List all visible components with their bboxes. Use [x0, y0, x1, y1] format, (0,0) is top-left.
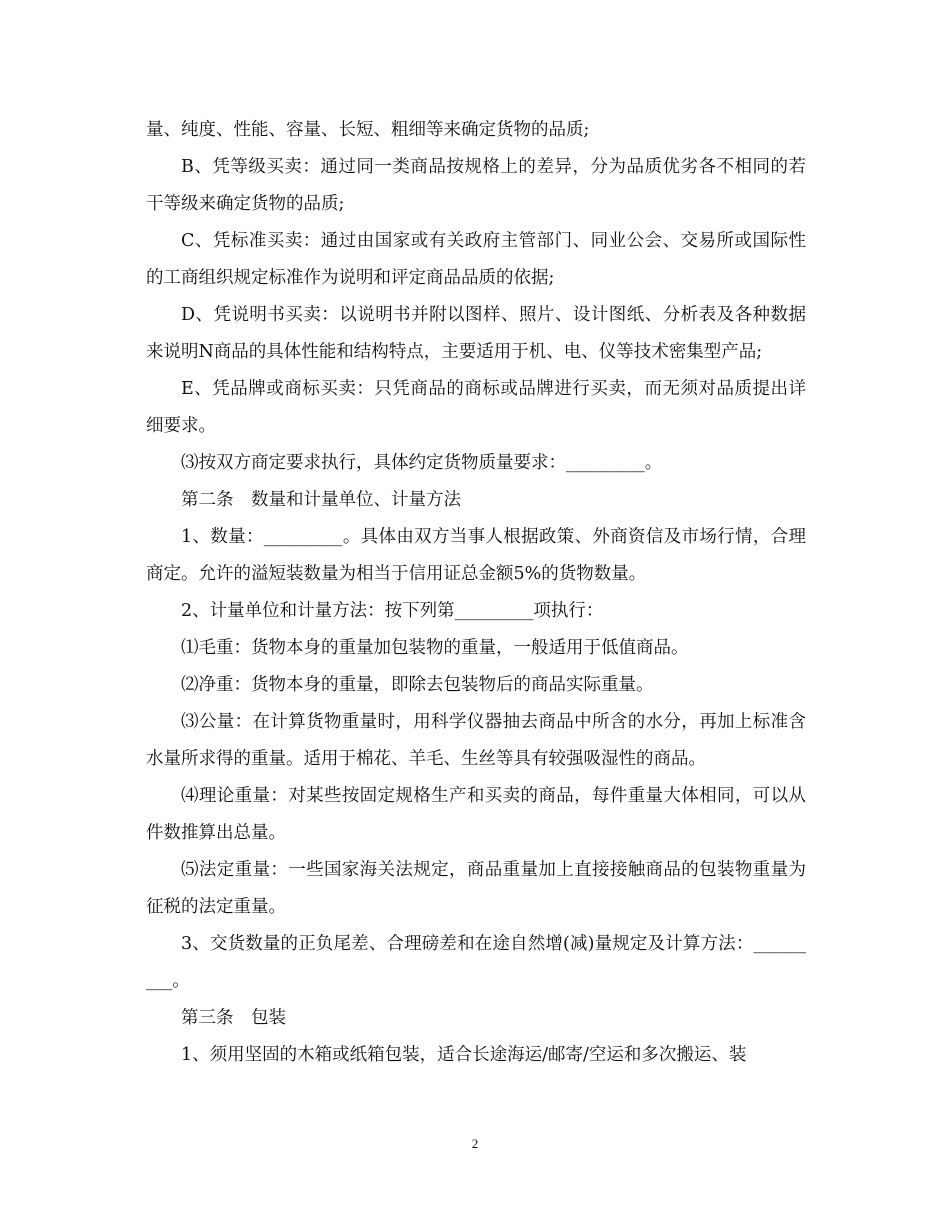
- page-number: 2: [471, 1136, 479, 1151]
- paragraph-specification-sale: D、凭说明书买卖：以说明书并附以图样、照片、设计图纸、分析表及各种数据来说明N商品的具体性能和结构特点，主要适用于机、电、仪等技术密集型产品;: [146, 305, 806, 362]
- article-two-heading: 第二条 数量和计量单位、计量方法: [181, 490, 461, 510]
- document-body: [146, 112, 806, 1074]
- paragraph-agreed-quality: ⑶按双方商定要求执行，具体约定货物质量要求：_________。: [181, 453, 663, 473]
- paragraph-brand-sale: E、凭品牌或商标买卖：只凭商品的商标或品牌进行买卖，而无须对品质提出详细要求。: [146, 379, 806, 436]
- paragraph-conditioned-weight: ⑶公量：在计算货物重量时，用科学仪器抽去商品中所含的水分，再加上标准含水量所求得的重量。适用于棉花、羊毛、生丝等具有较强吸湿性的商品。: [146, 712, 806, 769]
- paragraph-measurement-method: 2、计量单位和计量方法：按下列第_________项执行：: [181, 601, 604, 621]
- paragraph-legal-weight: ⑸法定重量：一些国家海关法规定，商品重量加上直接接触商品的包装物重量为征税的法定重量。: [146, 860, 806, 917]
- paragraph-quantity: 1、数量：_________。具体由双方当事人根据政策、外商资信及市场行情，合理商定。允许的溢短装数量为相当于信用证总金额5%的货物数量。: [146, 527, 806, 584]
- paragraph-quality-basis-continued: 量、纯度、性能、容量、长短、粗细等来确定货物的品质;: [146, 120, 590, 140]
- article-three-heading: 第三条 包装: [181, 1008, 286, 1028]
- paragraph-standard-sale: C、凭标准买卖：通过由国家或有关政府主管部门、同业公会、交易所或国际性的工商组织规定标准作为说明和评定商品品质的依据;: [146, 231, 806, 288]
- paragraph-net-weight: ⑵净重：货物本身的重量，即除去包装物后的商品实际重量。: [181, 675, 654, 695]
- paragraph-theoretical-weight: ⑷理论重量：对某些按固定规格生产和买卖的商品，每件重量大体相同，可以从件数推算出总量。: [146, 786, 806, 843]
- paragraph-quantity-tolerance: 3、交货数量的正负尾差、合理磅差和在途自然增(减)量规定及计算方法：_________。: [146, 934, 806, 991]
- paragraph-packaging: 1、须用坚固的木箱或纸箱包装，适合长途海运/邮寄/空运和多次搬运、装: [181, 1045, 747, 1065]
- paragraph-grade-sale: B、凭等级买卖：通过同一类商品按规格上的差异，分为品质优劣各不相同的若干等级来确定货物的品质;: [146, 157, 806, 214]
- paragraph-gross-weight: ⑴毛重：货物本身的重量加包装物的重量，一般适用于低值商品。: [181, 638, 689, 658]
